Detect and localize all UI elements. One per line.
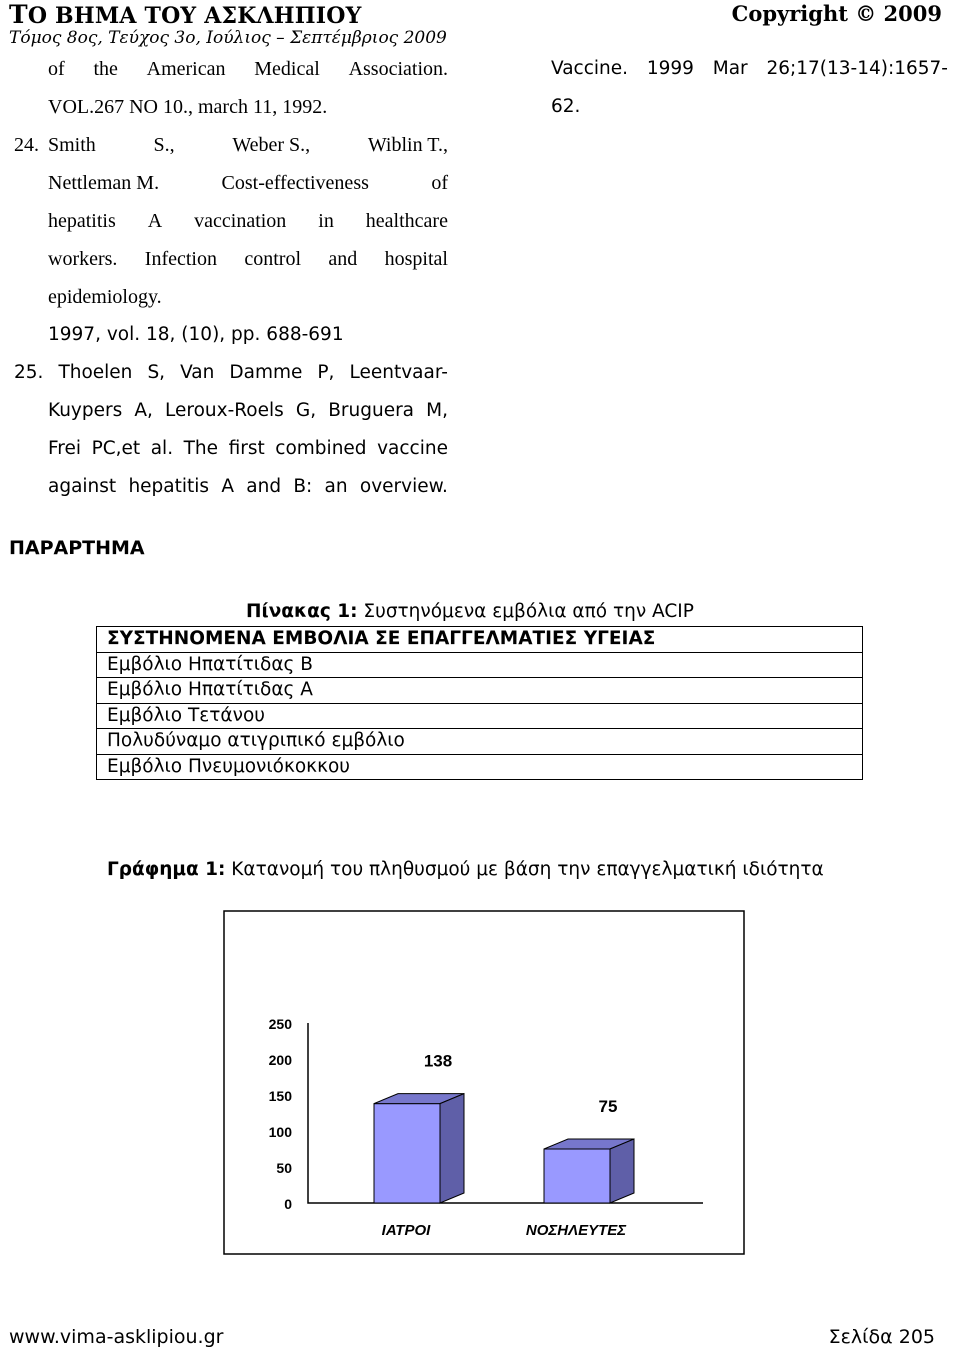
table1-caption-label: Πίνακας 1: — [246, 601, 358, 622]
ref23-line2: VOL.267 NO 10., march 11, 1992. — [48, 96, 328, 118]
data-label: 75 — [598, 1097, 618, 1116]
bar — [374, 1104, 440, 1203]
ref25-line1: 25. Thoelen S, Van Damme P, Leentvaar- — [14, 362, 448, 383]
copyright-notice: Copyright © 2009 — [731, 1, 942, 26]
issue-info: Τόμος 8ος, Τεύχος 3ο, Ιούλιος – Σεπτέμβριος 2009 — [9, 28, 447, 48]
page-number: Σελίδα 205 — [828, 1326, 935, 1348]
chart-container — [223, 910, 745, 1255]
ref24-number: 24. — [14, 134, 39, 156]
journal-title-rest: Ο ΒΗΜΑ ΤΟΥ ΑΣΚΛΗΠΙΟΥ — [27, 3, 362, 29]
table1-caption — [246, 601, 694, 622]
ref23-line1: of the American Medical Association. — [48, 58, 448, 80]
ref25-line4: against hepatitis A and B: an overview. — [48, 476, 448, 497]
table-row — [97, 703, 863, 729]
bar — [544, 1149, 610, 1203]
category-label: ΙΑΤΡΟΙ — [381, 1222, 431, 1239]
ref24-line6: 1997, vol. 18, (10), pp. 688-691 — [48, 324, 344, 345]
bar-chart — [223, 910, 745, 1255]
bar-side — [610, 1139, 634, 1203]
category-label: ΝΟΣΗΛΕΥΤΕΣ — [525, 1222, 627, 1239]
table-cell: Εμβόλιο Ηπατίτιδας Β — [97, 652, 863, 678]
y-tick-label: 250 — [268, 1016, 292, 1032]
table-row — [97, 652, 863, 678]
bar-side — [440, 1094, 464, 1203]
ref24-line4: workers. Infection control and hospital — [48, 248, 448, 270]
ref24-line5: epidemiology. — [48, 286, 162, 308]
ref24-line1: Smith S., Weber S., Wiblin T., — [48, 134, 448, 156]
ref25-right-line2: 62. — [551, 96, 581, 117]
vaccine-table — [96, 626, 863, 780]
table1-caption-text: Συστηνόμενα εμβόλια από την ACIP — [357, 601, 694, 622]
y-tick-label: 150 — [268, 1088, 292, 1104]
ref25-line3: Frei PC,et al. The first combined vaccine — [48, 438, 448, 459]
footer-url[interactable]: www.vima-asklipiou.gr — [9, 1326, 224, 1348]
table-header: ΣΥΣΤΗΝΟΜΕΝΑ ΕΜΒΟΛΙΑ ΣΕ ΕΠΑΓΓΕΛΜΑΤΙΕΣ ΥΓΕΙΑΣ — [97, 627, 863, 653]
ref24-line3: hepatitis A vaccination in healthcare — [48, 210, 448, 232]
y-tick-label: 0 — [284, 1196, 292, 1212]
table-row — [97, 678, 863, 704]
y-tick-label: 200 — [268, 1052, 292, 1068]
y-tick-label: 50 — [276, 1160, 292, 1176]
table-cell: Εμβόλιο Πνευμονιόκοκκου — [97, 754, 863, 780]
ref24-line2: Nettleman M. Cost-effectiveness of — [48, 172, 448, 194]
table-cell: Πολυδύναμο ατιγριπικό εμβόλιο — [97, 729, 863, 755]
table-cell: Εμβόλιο Ηπατίτιδας Α — [97, 678, 863, 704]
appendix-title: ΠΑΡΑΡΤΗΜΑ — [9, 537, 145, 559]
table-row — [97, 729, 863, 755]
chart-caption-label: Γράφημα 1: — [107, 859, 226, 880]
journal-title-initial: Τ — [9, 0, 28, 29]
ref25-right-line1: Vaccine. 1999 Mar 26;17(13-14):1657- — [551, 58, 948, 79]
journal-title — [9, 0, 362, 29]
chart-caption-text: Κατανομή του πληθυσμού με βάση την επαγγελματική ιδιότητα — [225, 859, 824, 880]
table-header-row — [97, 627, 863, 653]
data-label: 138 — [423, 1051, 453, 1071]
table-row — [97, 754, 863, 780]
y-tick-label: 100 — [268, 1124, 292, 1140]
table-cell: Εμβόλιο Τετάνου — [97, 703, 863, 729]
chart-caption — [107, 859, 824, 880]
ref25-line2: Kuypers A, Leroux-Roels G, Bruguera M, — [48, 400, 448, 421]
